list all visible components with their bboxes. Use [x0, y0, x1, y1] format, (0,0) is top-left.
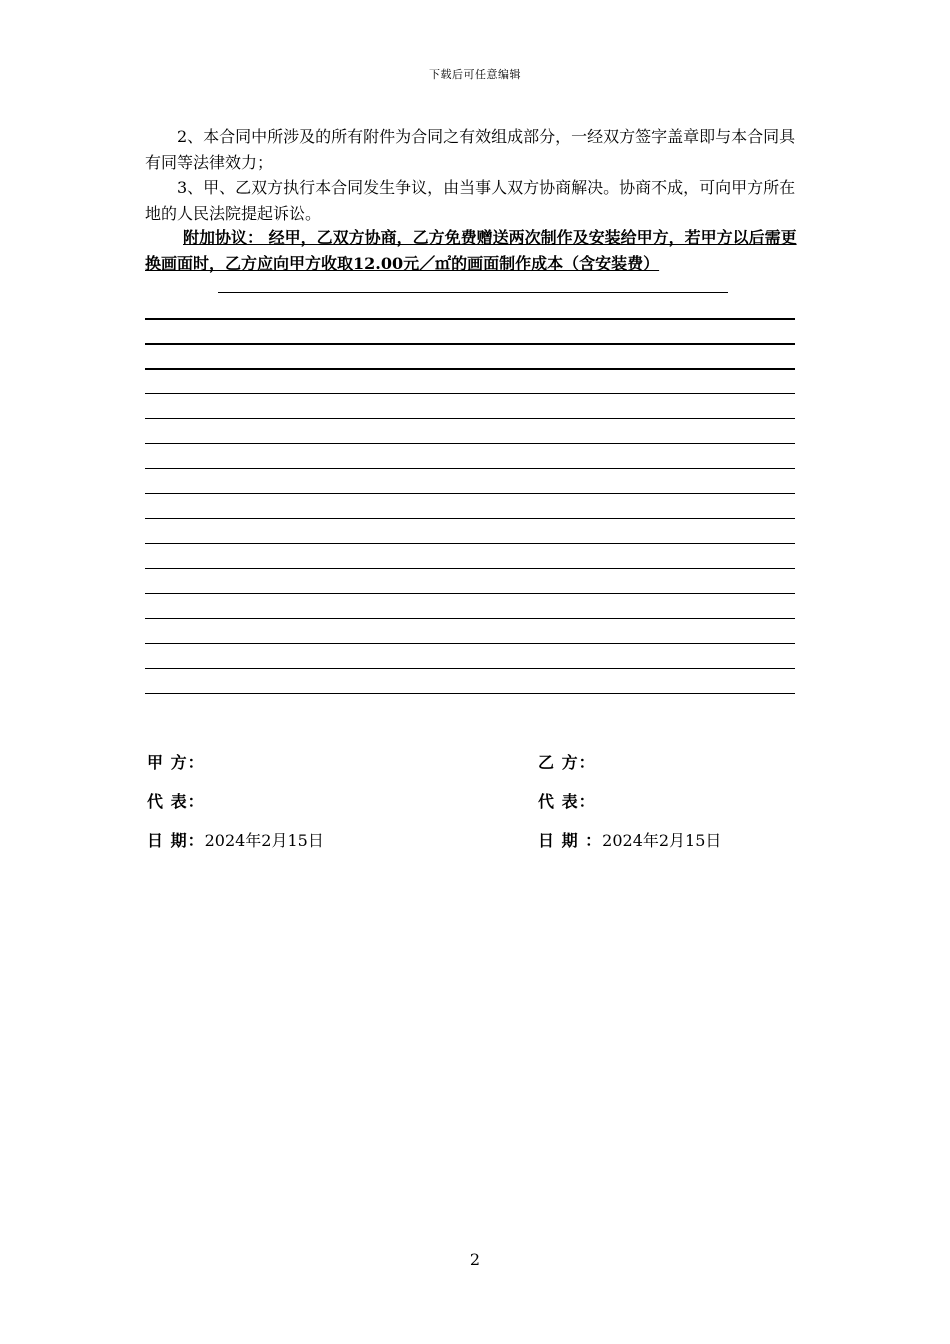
writing-line	[145, 493, 795, 518]
writing-line	[145, 468, 795, 493]
writing-line	[145, 693, 795, 718]
writing-line	[145, 518, 795, 543]
writing-line	[145, 418, 795, 443]
writing-line	[145, 668, 795, 693]
party-a-date-row	[147, 828, 324, 851]
party-b-rep-label: 代 表：	[538, 792, 596, 811]
writing-line	[145, 343, 795, 368]
clause-2: 2、本合同中所涉及的所有附件为合同之有效组成部分，一经双方签字盖章即与本合同具有同等法律效力；	[145, 127, 796, 172]
writing-line	[145, 543, 795, 568]
party-a-date-value: 2024年2月15日	[204, 831, 324, 850]
writing-line	[145, 368, 795, 393]
party-a-name-row	[147, 750, 205, 773]
writing-line	[145, 568, 795, 593]
party-b-label: 乙 方：	[538, 753, 596, 772]
writing-line	[145, 618, 795, 643]
party-b-rep-row	[538, 789, 596, 812]
header-note: 下载后可任意编辑	[429, 68, 521, 81]
party-a-label: 甲 方：	[147, 753, 205, 772]
writing-line	[145, 443, 795, 468]
party-a-rep-label: 代 表：	[147, 792, 205, 811]
addendum-paragraph	[145, 225, 809, 277]
party-a-rep-row	[147, 789, 205, 812]
writing-line	[145, 643, 795, 668]
party-b-date-label: 日 期 ：	[538, 831, 603, 850]
addendum-label: 附加协议：	[183, 228, 264, 247]
blank-writing-lines	[145, 318, 795, 718]
addendum-blank-line	[218, 292, 728, 293]
party-a-date-label: 日 期：	[147, 831, 205, 850]
writing-line	[145, 393, 795, 418]
writing-line	[145, 318, 795, 343]
addendum-text: 经甲，乙双方协商，乙方免费赠送两次制作及安装给甲方，若甲方以后需更换画面时，乙方应向甲方收取12.00元／㎡的画面制作成本（含安装费）	[145, 228, 797, 273]
page-number: 2	[469, 1250, 481, 1269]
clause-3: 3、甲、乙双方执行本合同发生争议，由当事人双方协商解决。协商不成，可向甲方所在地的人民法院提起诉讼。	[145, 178, 796, 223]
party-b-name-row	[538, 750, 596, 773]
writing-line	[145, 593, 795, 618]
party-b-date-row	[538, 828, 721, 851]
party-b-date-value: 2024年2月15日	[602, 831, 722, 850]
